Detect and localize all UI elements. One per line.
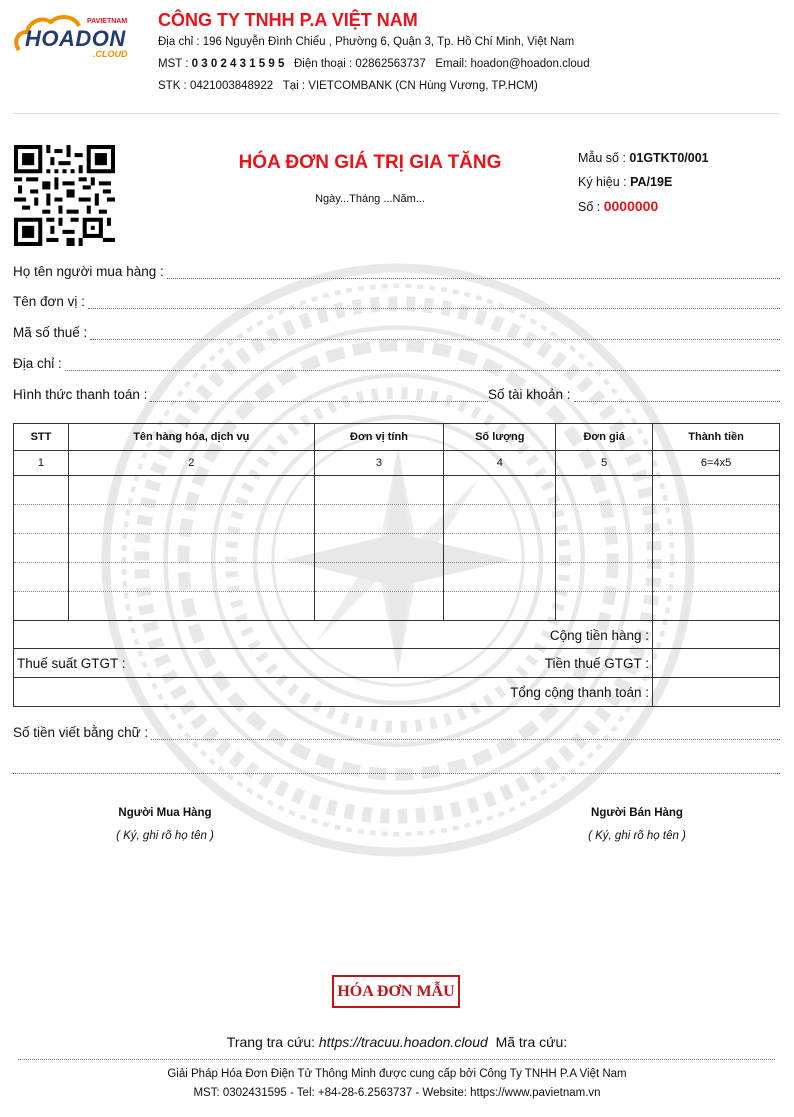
col-header-price: Đơn giá: [556, 424, 653, 451]
payment-method-label: Hình thức thanh toán :: [13, 387, 148, 402]
form-number-row: [578, 146, 709, 170]
buyer-address-label: Địa chỉ :: [13, 356, 62, 371]
grand-total-value[interactable]: [652, 678, 779, 706]
footer-provider: Giải Pháp Hóa Đơn Điện Tử Thông Minh được cung cấp bởi Công Ty TNHH P.A Việt Nam: [167, 1068, 627, 1080]
symbol-row: [578, 170, 709, 194]
company-logo: [13, 12, 139, 60]
buyer-signature-title: Người Mua Hàng: [118, 807, 212, 819]
account-number-field[interactable]: [488, 387, 780, 402]
invoice-meta: [578, 146, 709, 219]
symbol-label: Ký hiệu :: [578, 175, 627, 189]
account-number-label: Số tài khoản :: [488, 387, 571, 402]
logo-main-text: HOADON: [25, 26, 126, 51]
subtotal-value[interactable]: [652, 621, 779, 648]
email-value: hoadon@hoadon.cloud: [470, 58, 590, 70]
stk-label: STK :: [158, 80, 187, 92]
lookup-code-label: Mã tra cứu:: [495, 1034, 568, 1050]
company-address-line: [158, 31, 574, 53]
company-bank-line: [158, 75, 538, 97]
subtotal-row: [13, 620, 780, 649]
index-cell: 3: [314, 451, 444, 476]
index-cell: 5: [556, 451, 653, 476]
subtotal-label: Cộng tiền hàng :: [549, 628, 649, 643]
qr-code-icon: [14, 145, 115, 246]
col-header-unit: Đơn vị tính: [314, 424, 444, 451]
table-row[interactable]: [14, 592, 780, 621]
col-header-quantity: Số lượng: [444, 424, 556, 451]
email-label: Email:: [435, 58, 468, 70]
bank-value: VIETCOMBANK (CN Hùng Vương, TP.HCM): [308, 80, 538, 92]
table-index-row: [14, 451, 780, 476]
index-cell: 1: [14, 451, 69, 476]
address-label: Địa chỉ :: [158, 36, 200, 48]
table-row[interactable]: [14, 476, 780, 505]
amount-in-words-label: Số tiền viết bằng chữ :: [13, 725, 149, 740]
address-value: 196 Nguyễn Đình Chiểu , Phường 6, Quận 3, Tp. Hồ Chí Minh, Việt Nam: [202, 36, 575, 48]
seller-signature-title: Người Bán Hàng: [591, 807, 683, 819]
invoice-date: Ngày...Tháng ...Năm...: [315, 193, 425, 205]
sample-stamp: HÓA ĐƠN MẪU: [332, 975, 460, 1008]
symbol-value: PA/19E: [630, 175, 673, 189]
invoice-title: HÓA ĐƠN GIÁ TRỊ GIA TĂNG: [238, 152, 502, 173]
footer-divider: [18, 1059, 775, 1060]
seller-signature-note: ( Ký, ghi rõ họ tên ): [588, 830, 686, 842]
vat-amount-value[interactable]: [652, 649, 779, 677]
stk-value: 0421003848922: [189, 80, 274, 92]
amount-in-words-line2: [13, 773, 780, 774]
lookup-url-link[interactable]: https://tracuu.hoadon.cloud: [318, 1034, 488, 1050]
invoice-number: 0000000: [603, 198, 659, 214]
buyer-signature-note: ( Ký, ghi rõ họ tên ): [116, 830, 214, 842]
index-cell: 2: [68, 451, 314, 476]
buyer-address-field[interactable]: [13, 356, 780, 371]
tax-code-field[interactable]: [13, 325, 780, 340]
logo-top-text: PAVIETNAM: [87, 18, 128, 25]
amount-in-words-field[interactable]: [13, 725, 780, 740]
unit-name-field[interactable]: [13, 294, 780, 309]
col-header-stt: STT: [14, 424, 69, 451]
grand-total-label: Tổng cộng thanh toán :: [510, 685, 649, 700]
company-name: CÔNG TY TNHH P.A VIỆT NAM: [158, 10, 418, 30]
vat-amount-label: Tiền thuế GTGT :: [544, 656, 649, 671]
vat-rate-label: Thuế suất GTGT :: [17, 656, 126, 671]
form-label: Mẫu số :: [578, 151, 626, 165]
col-header-amount: Thành tiền: [653, 424, 780, 451]
col-header-item: Tên hàng hóa, dịch vụ: [68, 424, 314, 451]
table-header-row: [14, 424, 780, 451]
index-cell: 6=4x5: [653, 451, 780, 476]
buyer-name-label: Họ tên người mua hàng :: [13, 264, 164, 279]
mst-value: 0 3 0 2 4 3 1 5 9 5: [191, 58, 285, 70]
company-contact-line: [158, 53, 590, 75]
lookup-line: [0, 1034, 794, 1050]
index-cell: 4: [444, 451, 556, 476]
table-row[interactable]: [14, 534, 780, 563]
form-value: 01GTKT0/001: [629, 151, 709, 165]
payment-method-field[interactable]: [13, 387, 488, 402]
header-divider: [13, 113, 780, 114]
vat-row: [13, 649, 780, 678]
buyer-name-field[interactable]: [13, 264, 780, 279]
tax-code-label: Mã số thuế :: [13, 325, 88, 340]
number-label: Số :: [578, 200, 601, 214]
footer-contact: MST: 0302431595 - Tel: +84-28-6.2563737 - Website: https://www.pavietnam.vn: [193, 1087, 601, 1099]
phone-value: 02862563737: [355, 58, 426, 70]
items-table: [13, 423, 780, 621]
unit-name-label: Tên đơn vị :: [13, 294, 85, 309]
grand-total-row: [13, 678, 780, 707]
logo-sub-text: .CLOUD: [93, 49, 128, 59]
phone-label: Điện thoại :: [293, 58, 353, 70]
table-row[interactable]: [14, 563, 780, 592]
lookup-label: Trang tra cứu:: [226, 1034, 315, 1050]
bank-label: Tại :: [282, 80, 306, 92]
mst-label: MST :: [158, 58, 189, 70]
invoice-number-row: [578, 194, 709, 219]
table-row[interactable]: [14, 505, 780, 534]
